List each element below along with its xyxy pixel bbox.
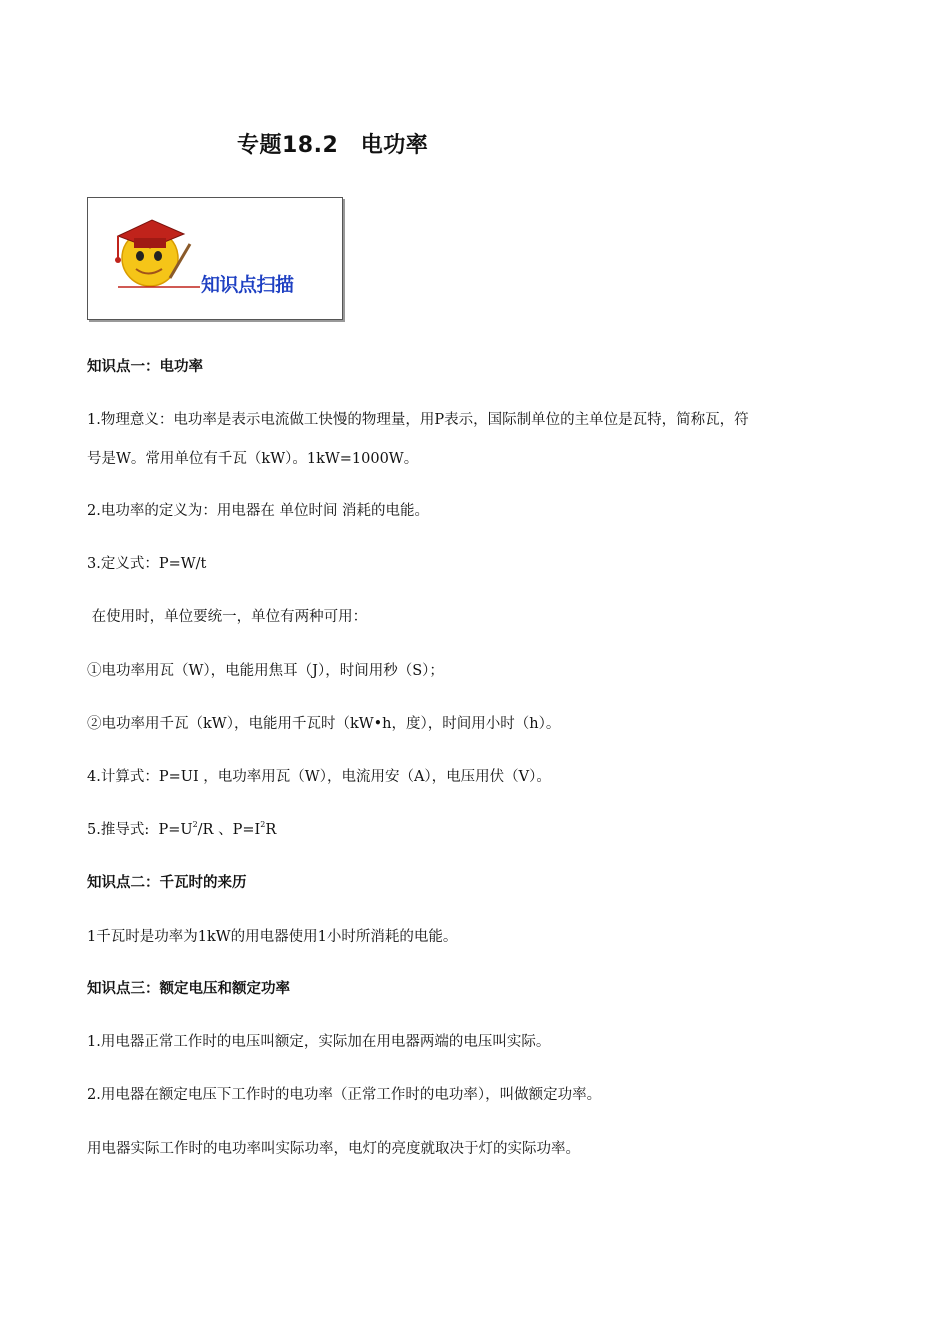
paragraph-1b: 号是W。常用单位有千瓦（kW）。1kW=1000W。 xyxy=(87,451,419,467)
banner-label: 知识点扫描 xyxy=(201,274,294,296)
paragraph-2: 2.电功率的定义为：用电器在 单位时间 消耗的电能。 xyxy=(87,503,430,519)
paragraph-4: 4.计算式：P=UI ，电功率用瓦（W），电流用安（A），电压用伏（V）。 xyxy=(87,769,551,785)
formula-middle: /R 、P=I xyxy=(197,822,261,838)
unit-option-2: ②电功率用千瓦（kW），电能用千瓦时（kW•h，度），时间用小时（h）。 xyxy=(87,716,561,732)
page-title: 专题18.2 电功率 xyxy=(237,133,429,158)
paragraph-1a: 1.物理意义：电功率是表示电流做工快慢的物理量，用P表示，国际制单位的主单位是瓦特，简称瓦，符 xyxy=(87,412,749,428)
paragraph-5 xyxy=(87,820,276,840)
section-heading-2: 知识点二：千瓦时的来历 xyxy=(87,875,247,891)
section-heading-1: 知识点一：电功率 xyxy=(87,359,203,375)
section-heading-3: 知识点三：额定电压和额定功率 xyxy=(87,981,290,997)
formula-superscript-2: 2 xyxy=(260,820,266,829)
paragraph-3: 3.定义式：P=W/t xyxy=(87,556,207,572)
graduation-mascot-icon xyxy=(88,198,342,319)
unit-option-1: ①电功率用瓦（W），电能用焦耳（J），时间用秒（S）； xyxy=(87,663,444,679)
paragraph-k3-1: 1.用电器正常工作时的电压叫额定，实际加在用电器两端的电压叫实际。 xyxy=(87,1034,551,1050)
paragraph-k2-1: 1千瓦时是功率为1kW的用电器使用1小时所消耗的电能。 xyxy=(87,929,458,945)
knowledge-scan-banner xyxy=(87,197,343,320)
formula-end: R xyxy=(265,822,277,838)
paragraph-k3-2: 2.用电器在额定电压下工作时的电功率（正常工作时的电功率），叫做额定功率。 xyxy=(87,1087,602,1103)
formula-superscript-1: 2 xyxy=(192,820,198,829)
paragraph-3-note: 在使用时，单位要统一，单位有两种可用： xyxy=(87,609,368,625)
paragraph-k3-3: 用电器实际工作时的电功率叫实际功率，电灯的亮度就取决于灯的实际功率。 xyxy=(87,1141,580,1157)
formula-label: 5.推导式: P=U xyxy=(87,822,193,838)
